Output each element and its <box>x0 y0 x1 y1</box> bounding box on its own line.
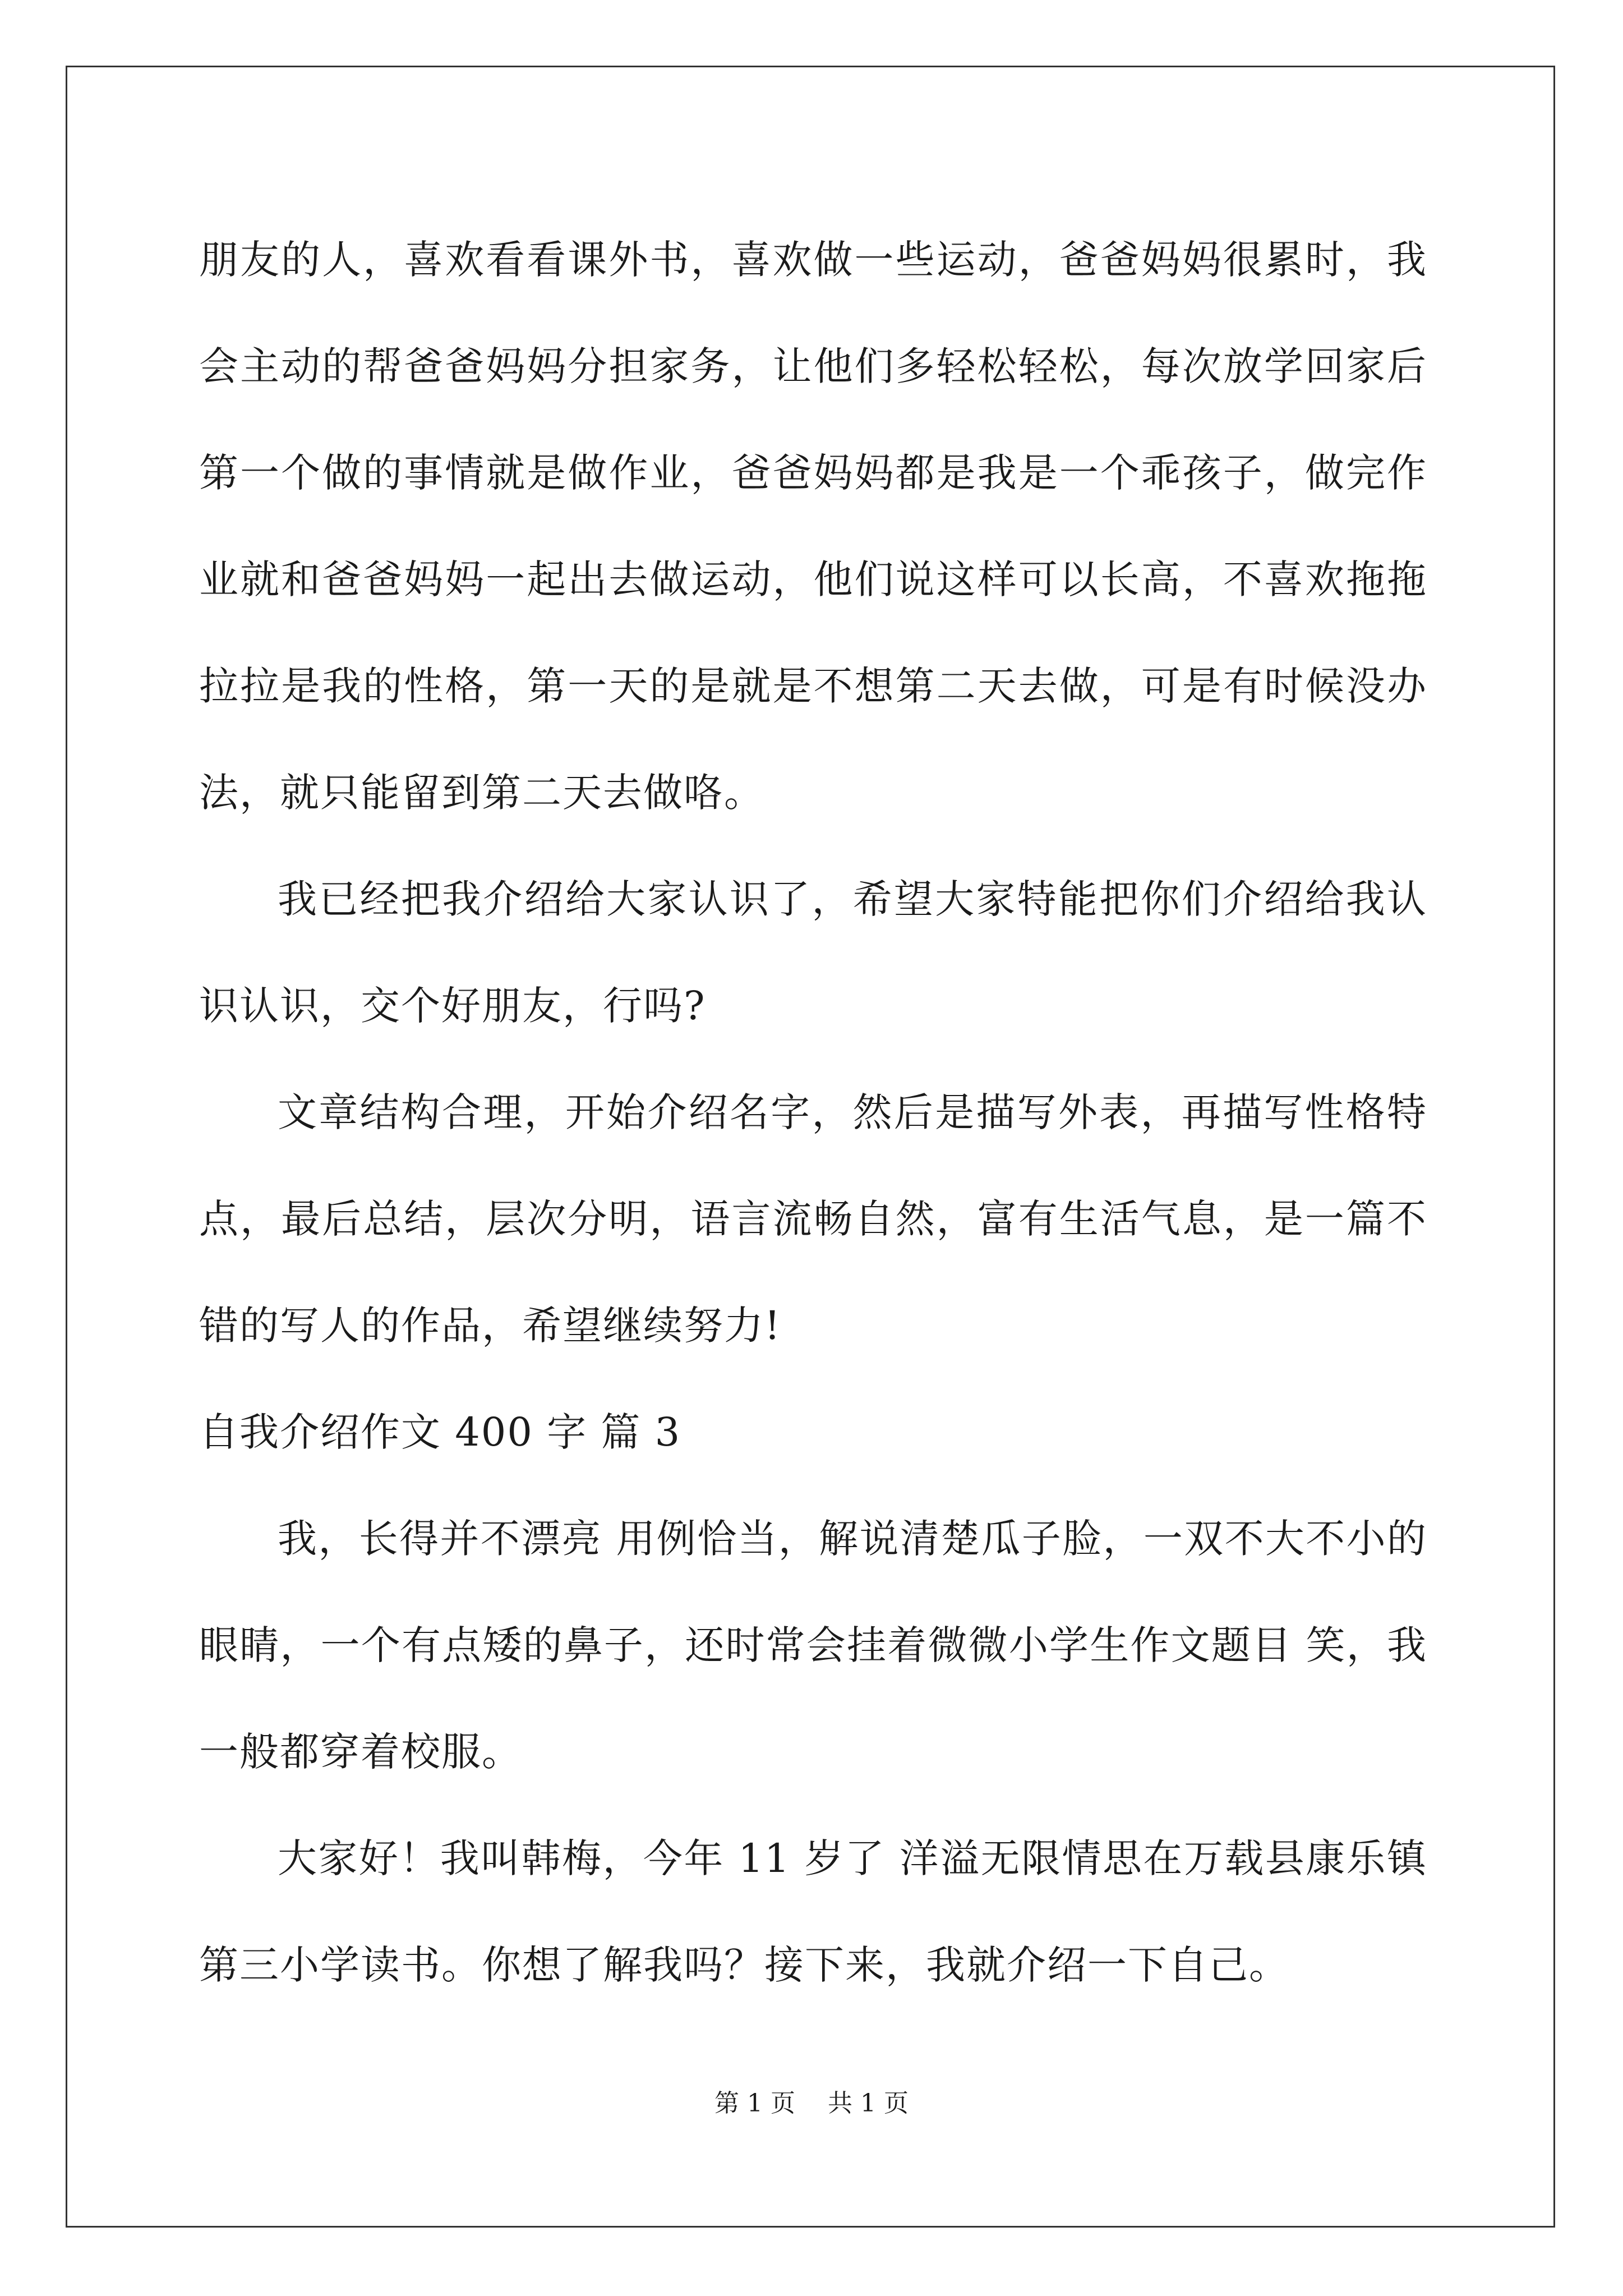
paragraph-2: 我已经把我介绍给大家认识了，希望大家特能把你们介绍给我认识认识，交个好朋友，行吗? <box>199 876 1427 1029</box>
page-footer <box>0 2087 1623 2120</box>
section-heading: 自我介绍作文 400 字 篇 3 <box>199 1409 681 1455</box>
page-number: 第 1 页 <box>714 2089 795 2118</box>
paragraph-1: 朋友的人，喜欢看看课外书，喜欢做一些运动，爸爸妈妈很累时，我会主动的帮爸爸妈妈分担家务，让他们多轻松轻松，每次放学回家后第一个做的事情就是做作业，爸爸妈妈都是我是一个乖孩子，做完作业就和爸爸妈妈一起出去做运动，他们说这样可以长高，不喜欢拖拖拉拉是我的性格，第一天的是就是不想第二天去做，可是有时候没办法，就只能留到第二天去做咯。 <box>199 237 1427 816</box>
paragraph-5: 大家好！我叫韩梅，今年 11 岁了 洋溢无限情思在万载县康乐镇第三小学读书。你想了解我吗？接下来，我就介绍一下自己。 <box>199 1835 1427 1988</box>
paragraph-3: 文章结构合理，开始介绍名字，然后是描写外表，再描写性格特点，最后总结，层次分明，语言流畅自然，富有生活气息，是一篇不错的写人的作品，希望继续努力! <box>199 1089 1427 1349</box>
document-body <box>199 206 1427 2018</box>
paragraph-4: 我，长得并不漂亮 用例恰当，解说清楚瓜子脸，一双不大不小的眼睛，一个有点矮的鼻子，还时常会挂着微微小学生作文题目 笑，我一般都穿着校服。 <box>199 1516 1427 1775</box>
page-total: 共 1 页 <box>828 2089 909 2118</box>
